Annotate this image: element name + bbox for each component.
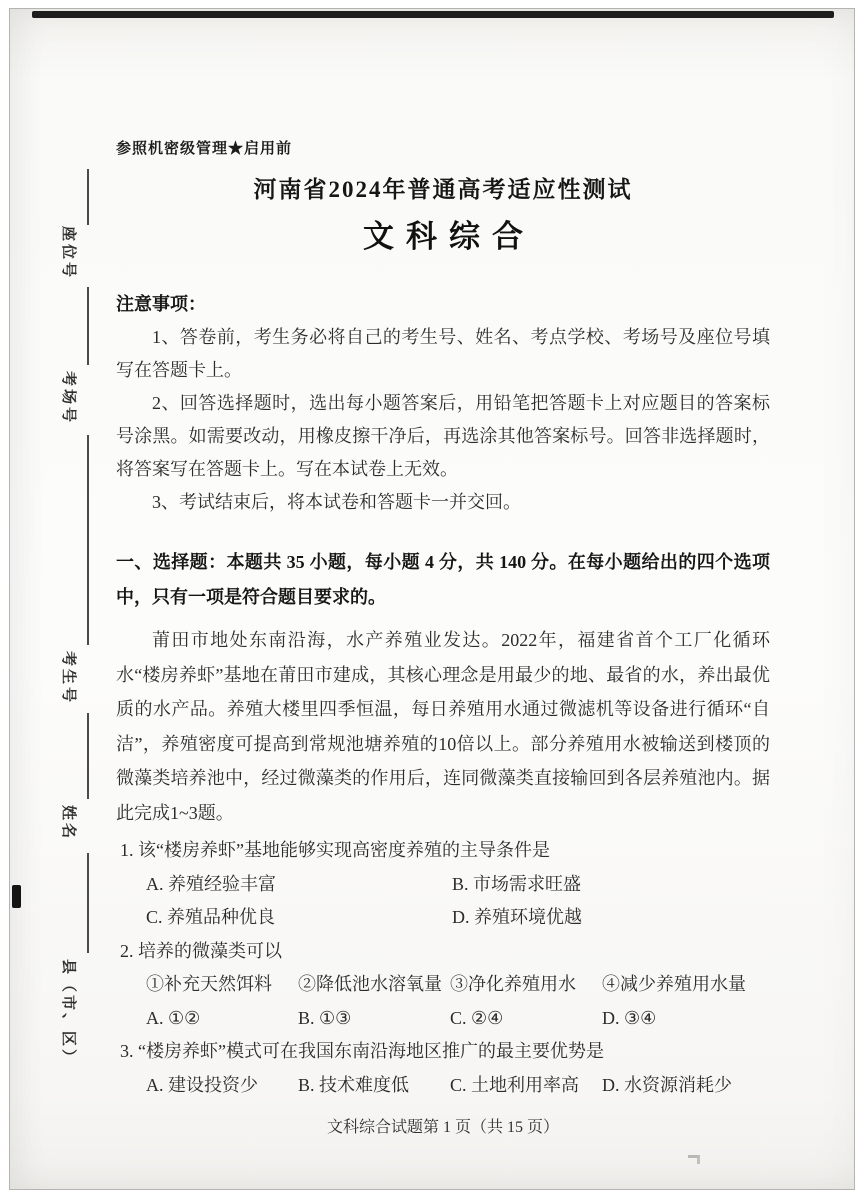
question-1-option-d: D. 养殖环境优越 xyxy=(452,907,582,927)
seal-fill-line-county xyxy=(87,853,89,953)
question-2-statement-4: ④减少养殖用水量 xyxy=(602,974,746,994)
exam-title: 河南省2024年普通高考适应性测试 xyxy=(253,177,633,202)
exam-content xyxy=(116,139,770,1140)
question-3 xyxy=(116,1035,770,1102)
seal-fill-line-name xyxy=(87,713,89,799)
scan-edge-strip xyxy=(32,11,834,18)
scan-edge-mark xyxy=(12,885,21,908)
question-2 xyxy=(116,935,770,1036)
section-one-header: 一、选择题：本题共 35 小题，每小题 4 分，共 140 分。在每小题给出的四个选项中，只有一项是符合题目要求的。 xyxy=(116,552,770,607)
question-1-stem: 1. 该“楼房养虾”基地能够实现高密度养殖的主导条件是 xyxy=(120,840,550,860)
question-1-option-c: C. 养殖品种优良 xyxy=(146,907,276,927)
notice-item-2: 2、回答选择题时，选出每小题答案后，用铅笔把答题卡上对应题目的答案标号涂黑。如需要改动，用橡皮擦干净后，再选涂其他答案标号。回答非选择题时，将答案写在答题卡上。写在本试卷上无效。 xyxy=(116,393,770,479)
seal-label-county: 县（市、区） xyxy=(60,959,76,1068)
page-footer: 文科综合试题第 1 页（共 15 页） xyxy=(326,1119,559,1136)
seal-label-candidate-number: 考生号 xyxy=(60,651,76,706)
question-2-stem: 2. 培养的微藻类可以 xyxy=(120,940,282,961)
question-list xyxy=(116,834,770,1102)
question-1-option-a: A. 养殖经验丰富 xyxy=(146,873,276,894)
question-1-option-b: B. 市场需求旺盛 xyxy=(452,873,582,894)
question-2-option-a: A. ①② xyxy=(146,1007,201,1028)
question-2-options xyxy=(116,1002,770,1036)
question-1-options xyxy=(116,868,770,935)
question-2-statement-1: ①补充天然饵料 xyxy=(146,974,272,994)
notice-heading: 注意事项： xyxy=(116,294,206,314)
question-3-options xyxy=(116,1069,770,1103)
notice-item-3: 3、考试结束后，将本试卷和答题卡一并交回。 xyxy=(152,492,521,512)
seal-label-exam-room: 考场号 xyxy=(60,371,76,426)
question-2-option-c: C. ②④ xyxy=(450,1007,504,1028)
question-3-option-d: D. 水资源消耗少 xyxy=(602,1074,732,1095)
seal-fill-line-candidate xyxy=(87,435,89,645)
notice-item-1: 1、答卷前，考生务必将自己的考生号、姓名、考点学校、考场号及座位号填写在答题卡上。 xyxy=(116,327,770,380)
question-1 xyxy=(116,834,770,935)
question-3-option-a: A. 建设投资少 xyxy=(146,1074,258,1095)
question-3-option-b: B. 技术难度低 xyxy=(298,1074,410,1095)
seal-label-seat-number: 座位号 xyxy=(60,226,76,281)
question-2-statements xyxy=(116,968,770,1002)
classification-notice: 参照机密级管理★启用前 xyxy=(116,141,293,157)
seal-fill-line-room xyxy=(87,287,89,365)
exam-subject: 文科综合 xyxy=(363,219,535,254)
seal-fill-line-seat xyxy=(87,169,89,225)
seal-label-name: 姓名 xyxy=(60,805,76,842)
scanned-exam-page xyxy=(9,8,855,1190)
question-passage: 莆田市地处东南沿海，水产养殖业发达。2022年，福建省首个工厂化循环水“楼房养虾”基地在莆田市建成，其核心理念是用最少的地、最省的水，养出最优质的水产品。养殖大楼里四季恒温，每日养殖用水通过微滤机等设备进行循环“自洁”，养殖密度可提高到常规池塘养殖的10倍以上。部分养殖用水被输送到楼顶的微藻类培养池中，经过微藻类的作用后，连同微藻类直接输回到各层养殖池内。据此完成1~3题。 xyxy=(116,630,770,823)
question-2-statement-2: ②降低池水溶氧量 xyxy=(298,974,442,994)
notice-block xyxy=(116,288,770,519)
scan-corner-smudge xyxy=(688,1155,700,1164)
question-2-option-d: D. ③④ xyxy=(602,1007,657,1028)
question-2-statement-3: ③净化养殖用水 xyxy=(450,974,576,994)
question-3-option-c: C. 土地利用率高 xyxy=(450,1074,580,1095)
question-2-option-b: B. ①③ xyxy=(298,1007,352,1028)
question-3-stem: 3. “楼房养虾”模式可在我国东南沿海地区推广的最主要优势是 xyxy=(120,1041,604,1061)
